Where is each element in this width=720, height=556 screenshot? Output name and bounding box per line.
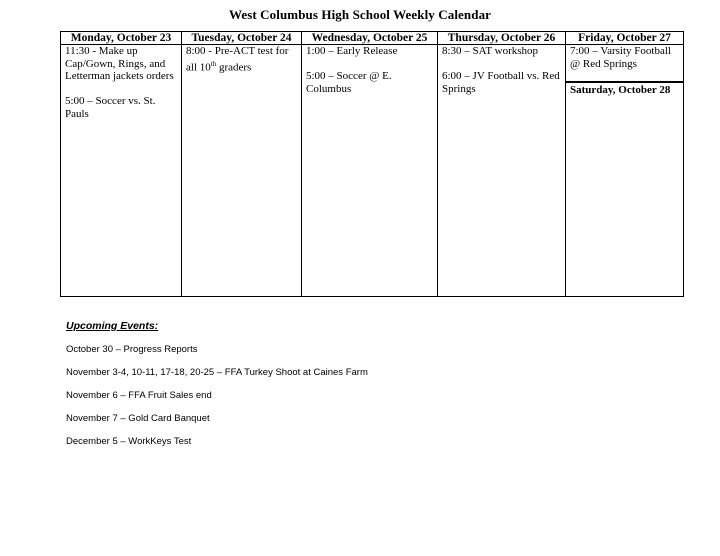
page-title: West Columbus High School Weekly Calendar	[228, 7, 492, 22]
event-entry: 1:00 – Early Release	[306, 45, 398, 57]
upcoming-events-heading: Upcoming Events:	[66, 320, 159, 332]
weekly-calendar-table	[60, 31, 684, 297]
calendar-header-row	[61, 32, 684, 45]
upcoming-event-item: November 3-4, 10-11, 17-18, 20-25 – FFA Turkey Shoot at Caines Farm	[66, 367, 368, 378]
calendar-body-row	[61, 45, 684, 297]
day-cell-wednesday	[302, 45, 438, 297]
day-cell-thursday	[438, 45, 566, 297]
day-cell-friday	[566, 45, 684, 297]
day-header-wednesday: Wednesday, October 25	[302, 32, 438, 45]
day-cell-monday	[61, 45, 182, 297]
ordinal-suffix: th	[210, 59, 217, 68]
day-cell-tuesday	[182, 45, 302, 297]
event-text: graders	[216, 61, 252, 74]
event-entry: 11:30 - Make up Cap/Gown, Rings, and Letterman jackets orders	[65, 45, 174, 83]
event-entry: 7:00 – Varsity Football @ Red Springs	[570, 45, 671, 70]
event-entry: 5:00 – Soccer @ E. Columbus	[306, 70, 392, 95]
upcoming-event-item: November 6 – FFA Fruit Sales end	[66, 390, 212, 401]
upcoming-event-item: December 5 – WorkKeys Test	[66, 436, 192, 447]
upcoming-event-item: November 7 – Gold Card Banquet	[66, 413, 210, 424]
event-entry: 5:00 – Soccer vs. St. Pauls	[65, 95, 156, 120]
day-header-friday: Friday, October 27	[566, 32, 684, 45]
event-entry: 8:30 – SAT workshop	[442, 45, 539, 57]
day-header-saturday: Saturday, October 28	[566, 81, 683, 97]
upcoming-events-section	[66, 320, 368, 459]
event-entry: 6:00 – JV Football vs. Red Springs	[442, 70, 560, 95]
day-header-tuesday: Tuesday, October 24	[182, 32, 302, 45]
upcoming-event-item: October 30 – Progress Reports	[66, 344, 198, 355]
day-header-monday: Monday, October 23	[61, 32, 182, 45]
event-text: 8:00 - Pre-ACT test for all 10	[186, 45, 289, 74]
event-entry	[186, 45, 297, 74]
day-header-thursday: Thursday, October 26	[438, 32, 566, 45]
